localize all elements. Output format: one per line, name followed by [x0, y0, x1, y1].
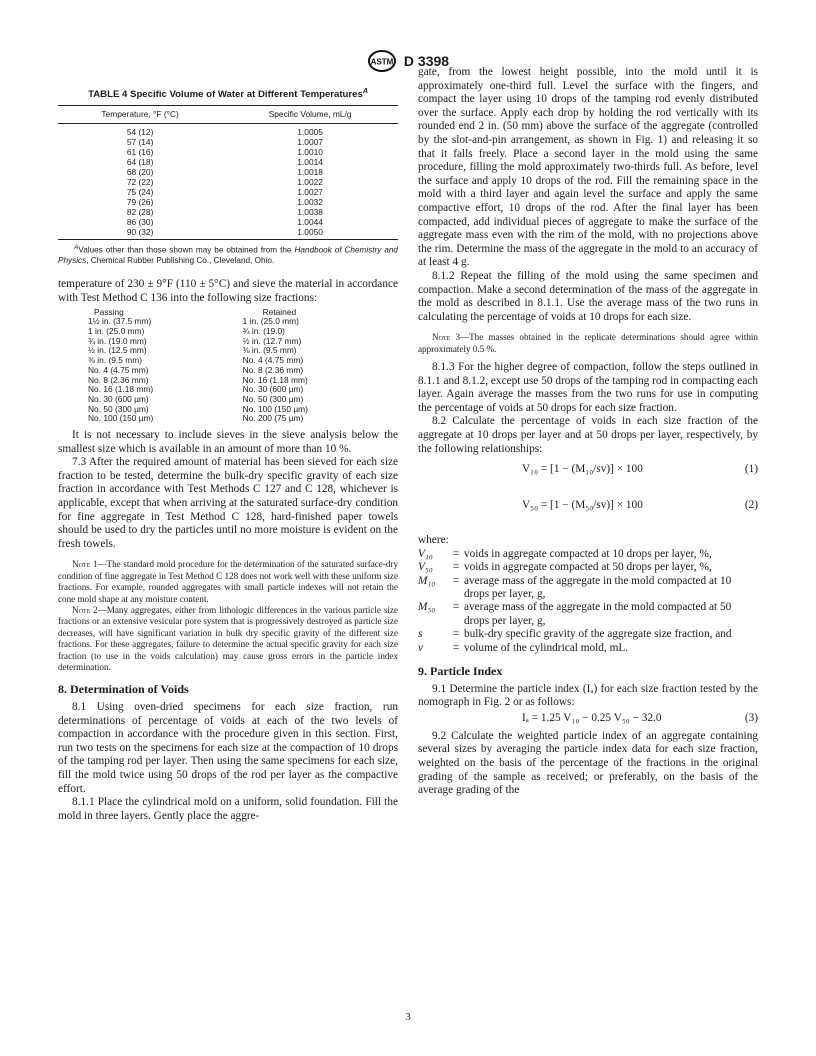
table4: [58, 105, 398, 241]
table4-row: [58, 137, 398, 147]
definition-row: [418, 561, 758, 574]
paragraph-7-3: 7.3 After the required amount of material has been sieved for each size fraction to be tested, determine the bulk-dry specific gravity of each size fraction in accordance with Test Methods C 127 and C 128, whichever is applicable, except that when arriving at the saturated surface-dry condition for fine aggregate in Test Method C 128, hard-finished paper towels should be used to dry the particles until no more moisture is evident on the fresh towels.: [58, 456, 398, 550]
sieve-cell-passing: 1½ in. (37.5 mm): [88, 316, 152, 327]
left-column: [58, 82, 398, 823]
table4-cell-temperature: 82 (28): [126, 207, 154, 218]
table4-footnote: $^A$Values other than those shown may be obtained from the Handbook of Chemistry and Physics, Chemical Rubber Publishing Co., Cleveland, Ohio.: [58, 244, 398, 266]
paragraph-temperature: temperature of 230 ± 9°F (110 ± 5°C) and sieve the material in accordance with Test Method C 136 into the following size fractions:: [58, 278, 398, 304]
table4-row: [58, 217, 398, 227]
paragraph-8-1-2: 8.1.2 Repeat the filling of the mold using the same specimen and compaction. Make a second determination of the mass of the aggregate in the mold as described in 8.1.1. Use the average mass of the two runs in calculating the percentage of voids at 10 drops for each size.: [418, 269, 758, 323]
table4-cell-temperature: 79 (26): [126, 197, 154, 208]
table4-cell-temperature: 75 (24): [126, 187, 154, 198]
table4-cell-volume: 1.0050: [222, 227, 398, 240]
table4-cell-volume: 1.0032: [297, 197, 323, 208]
sieve-cell-retained: No. 30 (600 µm): [242, 384, 304, 395]
sieve-cell-passing: No. 30 (600 µm): [88, 393, 149, 404]
table4-cell-temperature: 61 (16): [126, 147, 154, 158]
sieve-cell-passing: No. 8 (2.36 mm): [88, 374, 149, 385]
definition-text: average mass of the aggregate in the mold compacted at 50 drops per layer, g,: [464, 601, 732, 627]
paragraph-8-1: 8.1 Using oven-dried specimens for each size fraction, run determinations of percentage of voids at each of the two levels of compaction in accordance with the procedure given in this section. First, run two tests on the specimens for each size at the compaction of 10 drops of the tamping rod per layer. Then using the same specimens for each size, fill the mold twice using 50 drops of the rod per layer as the compactive effort.: [58, 701, 398, 795]
table4-row: [58, 227, 398, 240]
sieve-cell-retained: No. 4 (4.75 mm): [242, 355, 304, 366]
note-3: Note 3—The masses obtained in the replicate determinations should agree within approximately 0.5 %.: [418, 332, 758, 354]
sieve-cell-retained: No. 8 (2.36 mm): [242, 364, 304, 375]
sieve-cell-retained: No. 200 (75 µm): [242, 413, 304, 424]
sieve-cell-passing: No. 50 (300 µm): [88, 403, 149, 414]
table4-cell-volume: 1.0018: [297, 167, 323, 178]
paragraph-9-1: 9.1 Determine the particle index (Iₐ) for each size fraction tested by the nomograph in Fig. 2 or as follows:: [418, 682, 758, 709]
table4-cell-temperature: 68 (20): [126, 167, 154, 178]
table4-row: [58, 124, 398, 138]
paragraph-8-2: 8.2 Calculate the percentage of voids in each size fraction of the aggregate at 10 drops per layer and at 50 drops per layer, respectively, by the following relationships:: [418, 415, 758, 455]
section-9-title: 9. Particle Index: [418, 664, 503, 679]
table4-col-temperature: Temperature, °F (°C): [58, 105, 222, 124]
sieve-table-body: [88, 317, 398, 424]
definition-text: voids in aggregate compacted at 10 drops per layer, %,: [464, 547, 712, 560]
equation-1: [418, 456, 758, 486]
note-1: Note 1—The standard mold procedure for the determination of the saturated surface-dry condition of fine aggregate in Test Method C 128 does not work well with these uniform size fractions. For example, rounded aggregates with small particle indexes will not retain the cone mold shape at any moisture content.: [58, 559, 398, 604]
table4-cell-temperature: 64 (18): [126, 157, 154, 168]
sieve-cell-retained: ⅜ in. (9.5 mm): [242, 345, 297, 356]
table4-cell-volume: 1.0038: [297, 207, 323, 218]
table4-cell-volume: 1.0014: [297, 157, 323, 168]
definition-row: [418, 642, 758, 655]
sieve-cell-passing: No. 100 (150 µm): [88, 413, 154, 424]
table4-cell-temperature: 57 (14): [126, 137, 154, 148]
table4-cell-temperature: 90 (32): [58, 227, 222, 240]
sieve-cell-retained: No. 16 (1.18 mm): [242, 374, 308, 385]
table4-row: [58, 167, 398, 177]
definition-equals: =: [452, 628, 460, 641]
definition-equals: =: [452, 574, 460, 587]
equation-2-formula: V₅₀ = [1 − (M₅₀/sv)] × 100: [522, 499, 643, 512]
sieve-cell-passing: ½ in. (12.5 mm): [88, 345, 147, 356]
table4-cell-temperature: 72 (22): [126, 177, 154, 188]
equation-3-number: (3): [744, 711, 758, 724]
sieve-row: [88, 414, 398, 424]
astm-logo-icon: [367, 50, 397, 72]
sieve-head-retained: Retained: [262, 307, 297, 318]
table4-row: [58, 177, 398, 187]
table4-col-volume: Specific Volume, mL/g: [222, 105, 398, 124]
definition-text: average mass of the aggregate in the mold compacted at 10 drops per layer, g,: [464, 574, 732, 601]
sieve-table: [88, 307, 398, 424]
variable-definitions: [418, 548, 758, 655]
table4-row: [58, 207, 398, 217]
page-number: 3: [405, 1011, 411, 1023]
definition-text: volume of the cylindrical mold, mL.: [464, 641, 629, 654]
paragraph-8-1-1-cont: gate, from the lowest height possible, into the mold until it is approximately one-third full. Level the surface with the fingers, and compact the layer using 10 drops of the tamping rod evenly distributed over the surface. Apply each drop by holding the rod vertically with its rounded end 2 in. (50 mm) above the surface of the aggregate (controlled by the slot-and-pin arrangement, as shown in Fig. 1) and releasing it so that it falls freely. Place a second layer in the mold using the same procedure, filling the mold approximately two-thirds full. As before, level the surface and apply 10 drops of the rod. Fill the remaining space in the mold with a third layer and again level the surface and apply the same compactive effort, 10 drops of the rod. After the final layer has been compacted, add individual pieces of aggregate to make the surface of the aggregate mass even with the rim of the mold, with no projections above the rim. Determine the mass of the aggregate in the mold to an accuracy of at least 4 g.: [418, 66, 758, 269]
definition-symbol: s: [418, 628, 423, 641]
paragraph-8-1-3: 8.1.3 For the higher degree of compaction, follow the steps outlined in 8.1.1 and 8.1.2, except use 50 drops of the tamping rod in compacting each layer. Again average the masses from the two runs for use in computing the percentage of voids at 50 drops for each size fraction.: [418, 361, 758, 414]
paragraph-not-necessary: It is not necessary to include sieves in the sieve analysis below the smallest size which is available in an amount of more than 10 %.: [58, 429, 398, 455]
sieve-head-passing: Passing: [94, 307, 124, 318]
definition-equals: =: [452, 601, 460, 614]
sieve-cell-passing: ⅜ in. (9.5 mm): [88, 355, 142, 366]
table4-cell-volume: 1.0007: [297, 137, 323, 148]
sieve-cell-retained: ¾ in. (19.0): [242, 326, 285, 336]
table4-row: [58, 197, 398, 207]
definition-row: [418, 548, 758, 561]
table4-body: [58, 124, 398, 240]
sieve-cell-retained: ½ in. (12.7 mm): [242, 335, 302, 346]
table4-cell-temperature: 54 (12): [126, 127, 154, 138]
definition-symbol: V₁₀: [418, 547, 433, 560]
definition-equals: =: [452, 547, 460, 560]
table4-cell-volume: 1.0044: [297, 217, 323, 228]
definition-equals: =: [452, 641, 460, 654]
definition-row: [418, 628, 758, 641]
sieve-cell-passing: No. 16 (1.18 mm): [88, 384, 154, 395]
table4-row: [58, 147, 398, 157]
table4-cell-volume: 1.0010: [297, 147, 323, 158]
definition-symbol: M₅₀: [418, 601, 436, 614]
section-8-title: 8. Determination of Voids: [58, 682, 189, 697]
equation-1-formula: V₁₀ = [1 − (M₁₀/sv)] × 100: [522, 463, 643, 476]
definition-text: voids in aggregate compacted at 50 drops per layer, %,: [464, 561, 712, 574]
equation-2: [418, 492, 758, 522]
definition-symbol: v: [418, 641, 424, 654]
table4-title: TABLE 4 Specific Volume of Water at Different Temperatures$^A$: [88, 88, 368, 101]
equation-3: [418, 710, 758, 730]
definition-text: bulk-dry specific gravity of the aggregate size fraction, and: [464, 628, 732, 641]
note-2: Note 2—Many aggregates, either from lithologic differences in the various particle size fractions or an extensive vesicular pore system that is progressively destroyed as particle size decreases, will have significant variation in bulk dry specific gravity of the different size fractions. For these aggregates, failure to determine the actual specific gravity for each size fraction (to use in the voids calculation) may cause gross errors in the particle index determination.: [58, 605, 398, 673]
sieve-cell-passing: ¾ in. (19.0 mm): [88, 335, 147, 346]
svg-text:ASTM: ASTM: [370, 57, 394, 67]
sieve-cell-passing: No. 4 (4.75 mm): [88, 364, 149, 375]
sieve-cell-retained: No. 100 (150 µm): [242, 403, 308, 414]
table4-cell-volume: 1.0005: [297, 127, 323, 138]
definition-equals: =: [452, 561, 460, 574]
table4-cell-volume: 1.0027: [297, 187, 323, 198]
table4-row: [58, 157, 398, 167]
equation-3-formula: Iₐ = 1.25 V₁₀ − 0.25 V₅₀ − 32.0: [522, 711, 662, 724]
definition-symbol: M₁₀: [418, 574, 436, 587]
equation-1-number: (1): [744, 463, 758, 476]
right-column: [418, 66, 758, 798]
definition-row: [418, 601, 758, 628]
sieve-cell-retained: 1 in. (25.0 mm): [242, 316, 299, 327]
where-label: where:: [418, 534, 449, 547]
document-number: D 3398: [403, 53, 450, 69]
equation-2-number: (2): [744, 499, 758, 512]
table4-cell-temperature: 86 (30): [126, 217, 154, 228]
paragraph-9-2: 9.2 Calculate the weighted particle index of an aggregate containing several sizes by averaging the particle index data for each size fraction, weighted on the basis of the percentage of the fractions in the original grading of the sample as received; or preferably, on the basis of the average grading of the: [418, 729, 758, 797]
definition-row: [418, 575, 758, 602]
definition-symbol: V₅₀: [418, 561, 433, 574]
sieve-cell-retained: No. 50 (300 µm): [242, 393, 304, 404]
table4-cell-volume: 1.0022: [297, 177, 323, 188]
paragraph-8-1-1: 8.1.1 Place the cylindrical mold on a uniform, solid foundation. Fill the mold in three layers. Gently place the aggre-: [58, 796, 398, 822]
sieve-cell-passing: 1 in. (25.0 mm): [88, 326, 145, 336]
table4-row: [58, 187, 398, 197]
